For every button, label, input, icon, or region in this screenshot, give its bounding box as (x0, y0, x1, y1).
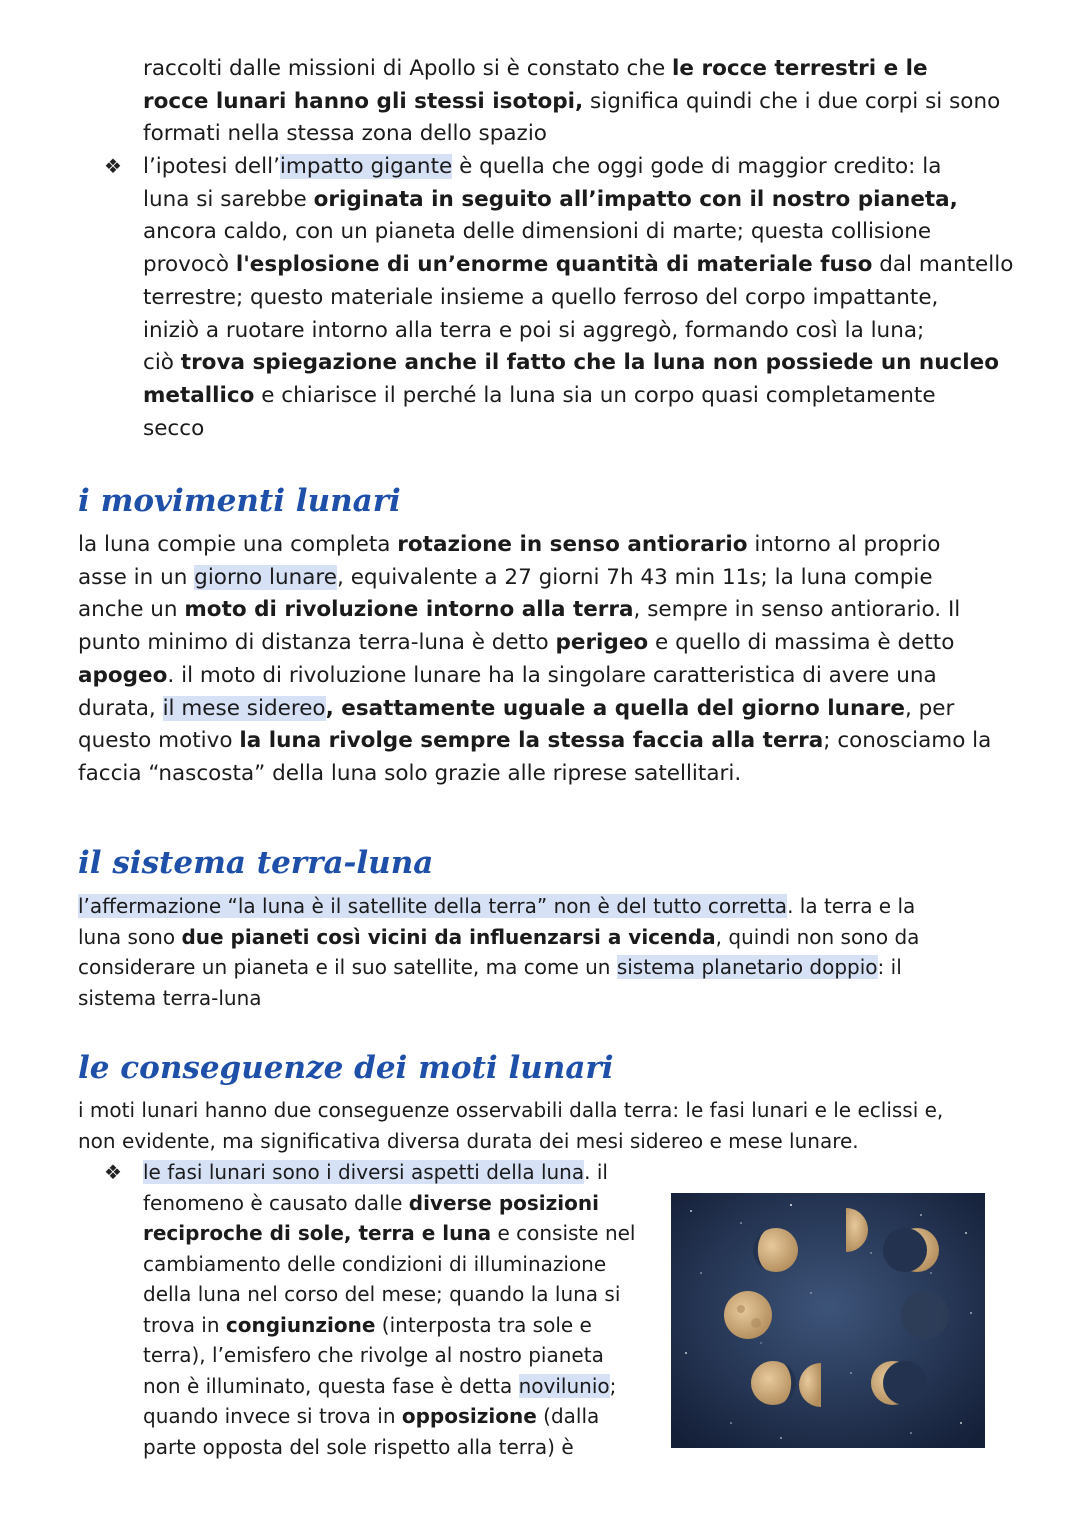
text: considerare un pianeta e il suo satellite, ma come un (78, 955, 617, 979)
text: sistema terra-luna (78, 985, 262, 1010)
moon-phases-image (671, 1193, 985, 1448)
highlight: le fasi lunari sono i diversi aspetti della luna (143, 1160, 585, 1184)
bold-text: originata in seguito all’impatto con il nostro pianeta, (313, 186, 958, 212)
highlight: il mese sidereo (162, 695, 326, 721)
text: raccolti dalle missioni di Apollo si è constato che (143, 56, 673, 81)
moon-phase-icon (724, 1291, 772, 1339)
moon-phase-icon (751, 1361, 796, 1405)
consequences-intro (78, 1095, 943, 1156)
text: ancora caldo, con un pianeta delle dimensioni di marte; questa collisione (143, 219, 932, 245)
text: trova in (143, 1312, 226, 1337)
text: ; (609, 1373, 617, 1398)
text: . il moto di rivoluzione lunare ha la singolare caratteristica di avere una (167, 662, 937, 688)
bold-text: reciproche di sole, terra e luna (143, 1221, 492, 1245)
text: ciò (143, 350, 181, 376)
text: intorno al proprio (747, 532, 941, 557)
text: dal mantello (872, 252, 1014, 278)
text: la luna compie una completa (78, 532, 398, 557)
impact-paragraph (143, 151, 1013, 445)
text: : il (877, 955, 902, 979)
text: parte opposta del sole rispetto alla terra) è (143, 1434, 574, 1459)
text: ; conosciamo la (823, 728, 992, 754)
text: (interposta tra sole e (375, 1312, 592, 1337)
moon-phase-icon (883, 1228, 939, 1272)
text: quando invece si trova in (143, 1404, 402, 1428)
bold-text: apogeo (78, 662, 168, 688)
system-paragraph (78, 891, 919, 1013)
text: terra), l’emisfero che rivolge al nostro pianeta (143, 1343, 604, 1367)
text: questo motivo (78, 728, 240, 754)
highlight: novilunio (518, 1373, 610, 1398)
highlight: l’affermazione “la luna è il satellite della terra” non è del tutto corretta (78, 894, 788, 918)
text: anche un (78, 597, 185, 623)
phases-paragraph (143, 1157, 635, 1462)
bold-text: congiunzione (225, 1312, 376, 1337)
text: è quella che oggi gode di maggior credito: la (452, 154, 942, 179)
highlight: sistema planetario doppio (616, 955, 878, 979)
section-heading-sistema: il sistema terra-luna (78, 845, 434, 881)
moon-phase-icon (871, 1361, 927, 1405)
text: formati nella stessa zona dello spazio (143, 121, 547, 147)
text: , equivalente a 27 giorni 7h 43 min 11s; la luna compie (337, 564, 933, 590)
bold-text: l'esplosione di un’enorme quantità di materiale fuso (235, 252, 873, 278)
text: . la terra e la (787, 894, 916, 918)
text: terrestre; questo materiale insieme a quello ferroso del corpo impattante, (143, 284, 939, 310)
text: durata, (78, 695, 163, 721)
bold-text: diverse posizioni (408, 1190, 599, 1215)
text: della luna nel corso del mese; quando la luna si (143, 1282, 621, 1306)
text: , quindi non sono da (715, 924, 920, 949)
bullet-icon: ❖ (104, 1160, 122, 1184)
text: non evidente, ma significativa diversa durata dei mesi sidereo e mese lunare. (78, 1128, 859, 1153)
bold-text: moto di rivoluzione intorno alla terra (184, 597, 634, 623)
bold-text: opposizione (401, 1404, 537, 1428)
text: e consiste nel (491, 1221, 636, 1245)
bold-text: le rocce terrestri e le (672, 56, 928, 81)
bold-text: trova spiegazione anche il fatto che la luna non possiede un nucleo (180, 350, 1000, 376)
highlight: giorno lunare (194, 564, 338, 590)
text: non è illuminato, questa fase è detta (143, 1373, 519, 1398)
text: fenomeno è causato dalle (143, 1190, 409, 1215)
text: cambiamento delle condizioni di illuminazione (143, 1251, 607, 1276)
bold-text: metallico (143, 382, 255, 408)
intro-paragraph (143, 53, 1000, 151)
moon-phase-icon (753, 1228, 798, 1272)
text: l’ipotesi dell’ (143, 154, 280, 179)
section-heading-conseguenze: le conseguenze dei moti lunari (78, 1050, 614, 1086)
text: asse in un (78, 564, 195, 590)
text: e chiarisce il perché la luna sia un corpo quasi completamente (254, 382, 936, 408)
bold-text: due pianeti così vicini da influenzarsi a vicenda (181, 924, 716, 949)
bold-text: , esattamente uguale a quella del giorno lunare (325, 695, 905, 721)
bold-text: rotazione in senso antiorario (397, 532, 748, 557)
text: luna sono (78, 924, 182, 949)
highlight: impatto gigante (279, 154, 453, 179)
text: . il (584, 1160, 608, 1184)
bold-text: perigeo (555, 630, 649, 656)
text: e quello di massima è detto (648, 630, 955, 656)
text: iniziò a ruotare intorno alla terra e poi si aggregò, formando così la luna; (143, 317, 925, 343)
text: significa quindi che i due corpi si sono (583, 88, 1001, 114)
text: secco (143, 415, 205, 441)
text: punto minimo di distanza terra-luna è detto (78, 630, 556, 656)
text: , per (904, 695, 955, 721)
text: , sempre in senso antiorario. Il (633, 597, 961, 623)
text: faccia “nascosta” della luna solo grazie alle riprese satellitari. (78, 760, 742, 786)
text: provocò (143, 252, 236, 278)
moon-phase-icon (901, 1291, 949, 1339)
movements-paragraph (78, 529, 991, 791)
text: (dalla (536, 1404, 600, 1428)
bold-text: la luna rivolge sempre la stessa faccia alla terra (239, 728, 824, 754)
section-heading-movimenti: i movimenti lunari (78, 483, 401, 519)
bullet-icon: ❖ (104, 154, 122, 178)
bold-text: rocce lunari hanno gli stessi isotopi, (143, 88, 584, 114)
text: i moti lunari hanno due conseguenze osservabili dalla terra: le fasi lunari e le eclissi e, (78, 1098, 944, 1122)
text: luna si sarebbe (143, 186, 314, 212)
